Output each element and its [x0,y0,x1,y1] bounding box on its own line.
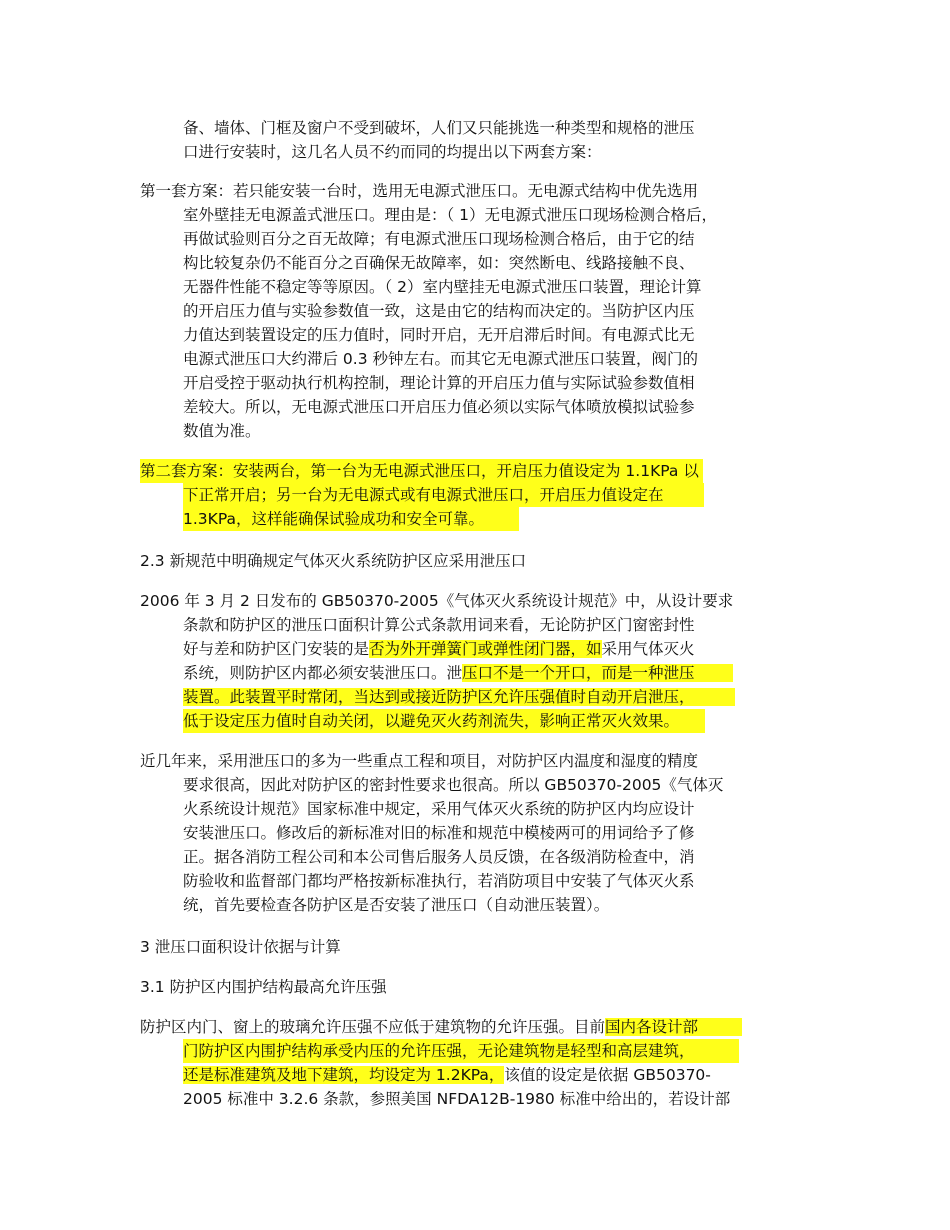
section-heading-2-3: 2.3 新规范中明确规定气体灭火系统防护区应采用泄压口 [140,552,527,570]
highlighted-text-span: 还是标准建筑及地下建筑，均设定为 1.2KPa， [183,1066,505,1084]
text-line: 口进行安装时，这几名人员不约而同的均提出以下两套方案： [183,143,602,161]
text-line: 开启受控于驱动执行机构控制，理论计算的开启压力值与实际试验参数值相 [183,374,695,392]
text-line: 无器件性能不稳定等等原因。（ 2）室内壁挂无电源式泄压口装置，理论计算 [183,278,702,296]
text-line: 条款和防护区的泄压口面积计算公式条款用词来看，无论防护区门窗密封性 [183,616,695,634]
text-line [183,661,733,685]
paragraph-scheme-1: 第一套方案：若只能安装一台时，选用无电源式泄压口。无电源式结构中优先选用 [140,182,699,200]
text-line [183,1063,711,1087]
text-span: 采用气体灭火 [601,640,695,658]
highlighted-text-line: 门防护区内围护结构承受内压的允许压强，无论建筑物是轻型和高层建筑， [183,1039,739,1063]
text-line: 安装泄压口。修改后的新标准对旧的标准和规范中模棱两可的用词给予了修 [183,824,695,842]
section-heading-3: 3 泄压口面积设计依据与计算 [140,938,341,956]
highlighted-text-span: 装置。 [183,688,230,706]
text-line: 数值为准。 [183,422,261,440]
highlighted-text-span: 压口不是一个开口，而是一种泄压 [462,664,733,682]
text-span: 系统，则防护区内都必须安装泄压口。泄 [183,664,463,682]
text-line: 火系统设计规范》国家标准中规定，采用气体灭火系统的防护区内均应设计 [183,800,695,818]
text-line: 室外壁挂无电源盖式泄压口。理由是：（ 1）无电源式泄压口现场检测合格后， [183,206,718,224]
section-heading-3-1: 3.1 防护区内围护结构最高允许压强 [140,978,387,996]
text-line [183,685,735,709]
text-line [183,637,695,661]
text-line: 备、墙体、门框及窗户不受到破坏，人们又只能挑选一种类型和规格的泄压 [183,119,695,137]
text-line: 的开启压力值与实验参数值一致，这是由它的结构而决定的。当防护区内压 [183,302,695,320]
highlighted-text-span: 此装置平时常闭，当达到或接近防护区允许压强值时自动开启泄压， [230,688,735,706]
text-span: 好与差和防护区门安装的是 [183,640,370,658]
text-line: 2005 标准中 3.2.6 条款，参照美国 NFDA12B-1980 标准中给出的，若设计部 [183,1090,731,1108]
paragraph-recent-years: 近几年来，采用泄压口的多为一些重点工程和项目，对防护区内温度和湿度的精度 [140,752,699,770]
text-line: 差较大。所以，无电源式泄压口开启压力值必须以实际气体喷放模拟试验参 [183,398,695,416]
highlighted-text-span: 国内各设计部 [605,1018,742,1036]
highlighted-text-line: 下正常开启；另一台为无电源式或有电源式泄压口，开启压力值设定在 [183,483,704,507]
text-line: 要求很高，因此对防护区的密封性要求也很高。所以 GB50370-2005《气体灭 [183,776,724,794]
text-span: 该值的设定是依据 GB50370- [504,1066,711,1084]
text-line: 防验收和监督部门都均严格按新标准执行，若消防项目中安装了气体灭火系 [183,872,695,890]
text-span: 防护区内门、窗上的玻璃允许压强不应低于建筑物的允许压强。目前 [140,1018,606,1036]
paragraph-allowable-pressure [140,1015,742,1039]
text-line: 再做试验则百分之百无故障；有电源式泄压口现场检测合格后，由于它的结 [183,230,695,248]
highlighted-text-line: 1.3KPa，这样能确保试验成功和安全可靠。 [183,507,519,531]
highlighted-text-line: 低于设定压力值时自动关闭，以避免灭火药剂流失，影响正常灭火效果。 [183,709,705,733]
paragraph-gb50370: 2006 年 3 月 2 日发布的 GB50370-2005《气体灭火系统设计规范》中，从设计要求 [140,592,734,610]
text-line: 力值达到装置设定的压力值时，同时开启，无开启滞后时间。有电源式比无 [183,326,695,344]
highlighted-paragraph-scheme-2: 第二套方案：安装两台，第一台为无电源式泄压口，开启压力值设定为 1.1KPa 以 [140,459,703,483]
text-line: 统，首先要检查各防护区是否安装了泄压口（自动泄压装置）。 [183,896,610,914]
text-line: 电源式泄压口大约滞后 0.3 秒钟左右。而其它无电源式泄压口装置，阀门的 [183,350,699,368]
text-line: 构比较复杂仍不能百分之百确保无故障率，如：突然断电、线路接触不良、 [183,254,695,272]
highlighted-text-span: 否为外开弹簧门或弹性闭门器，如 [369,640,602,658]
text-line: 正。据各消防工程公司和本公司售后服务人员反馈，在各级消防检查中，消 [183,848,695,866]
